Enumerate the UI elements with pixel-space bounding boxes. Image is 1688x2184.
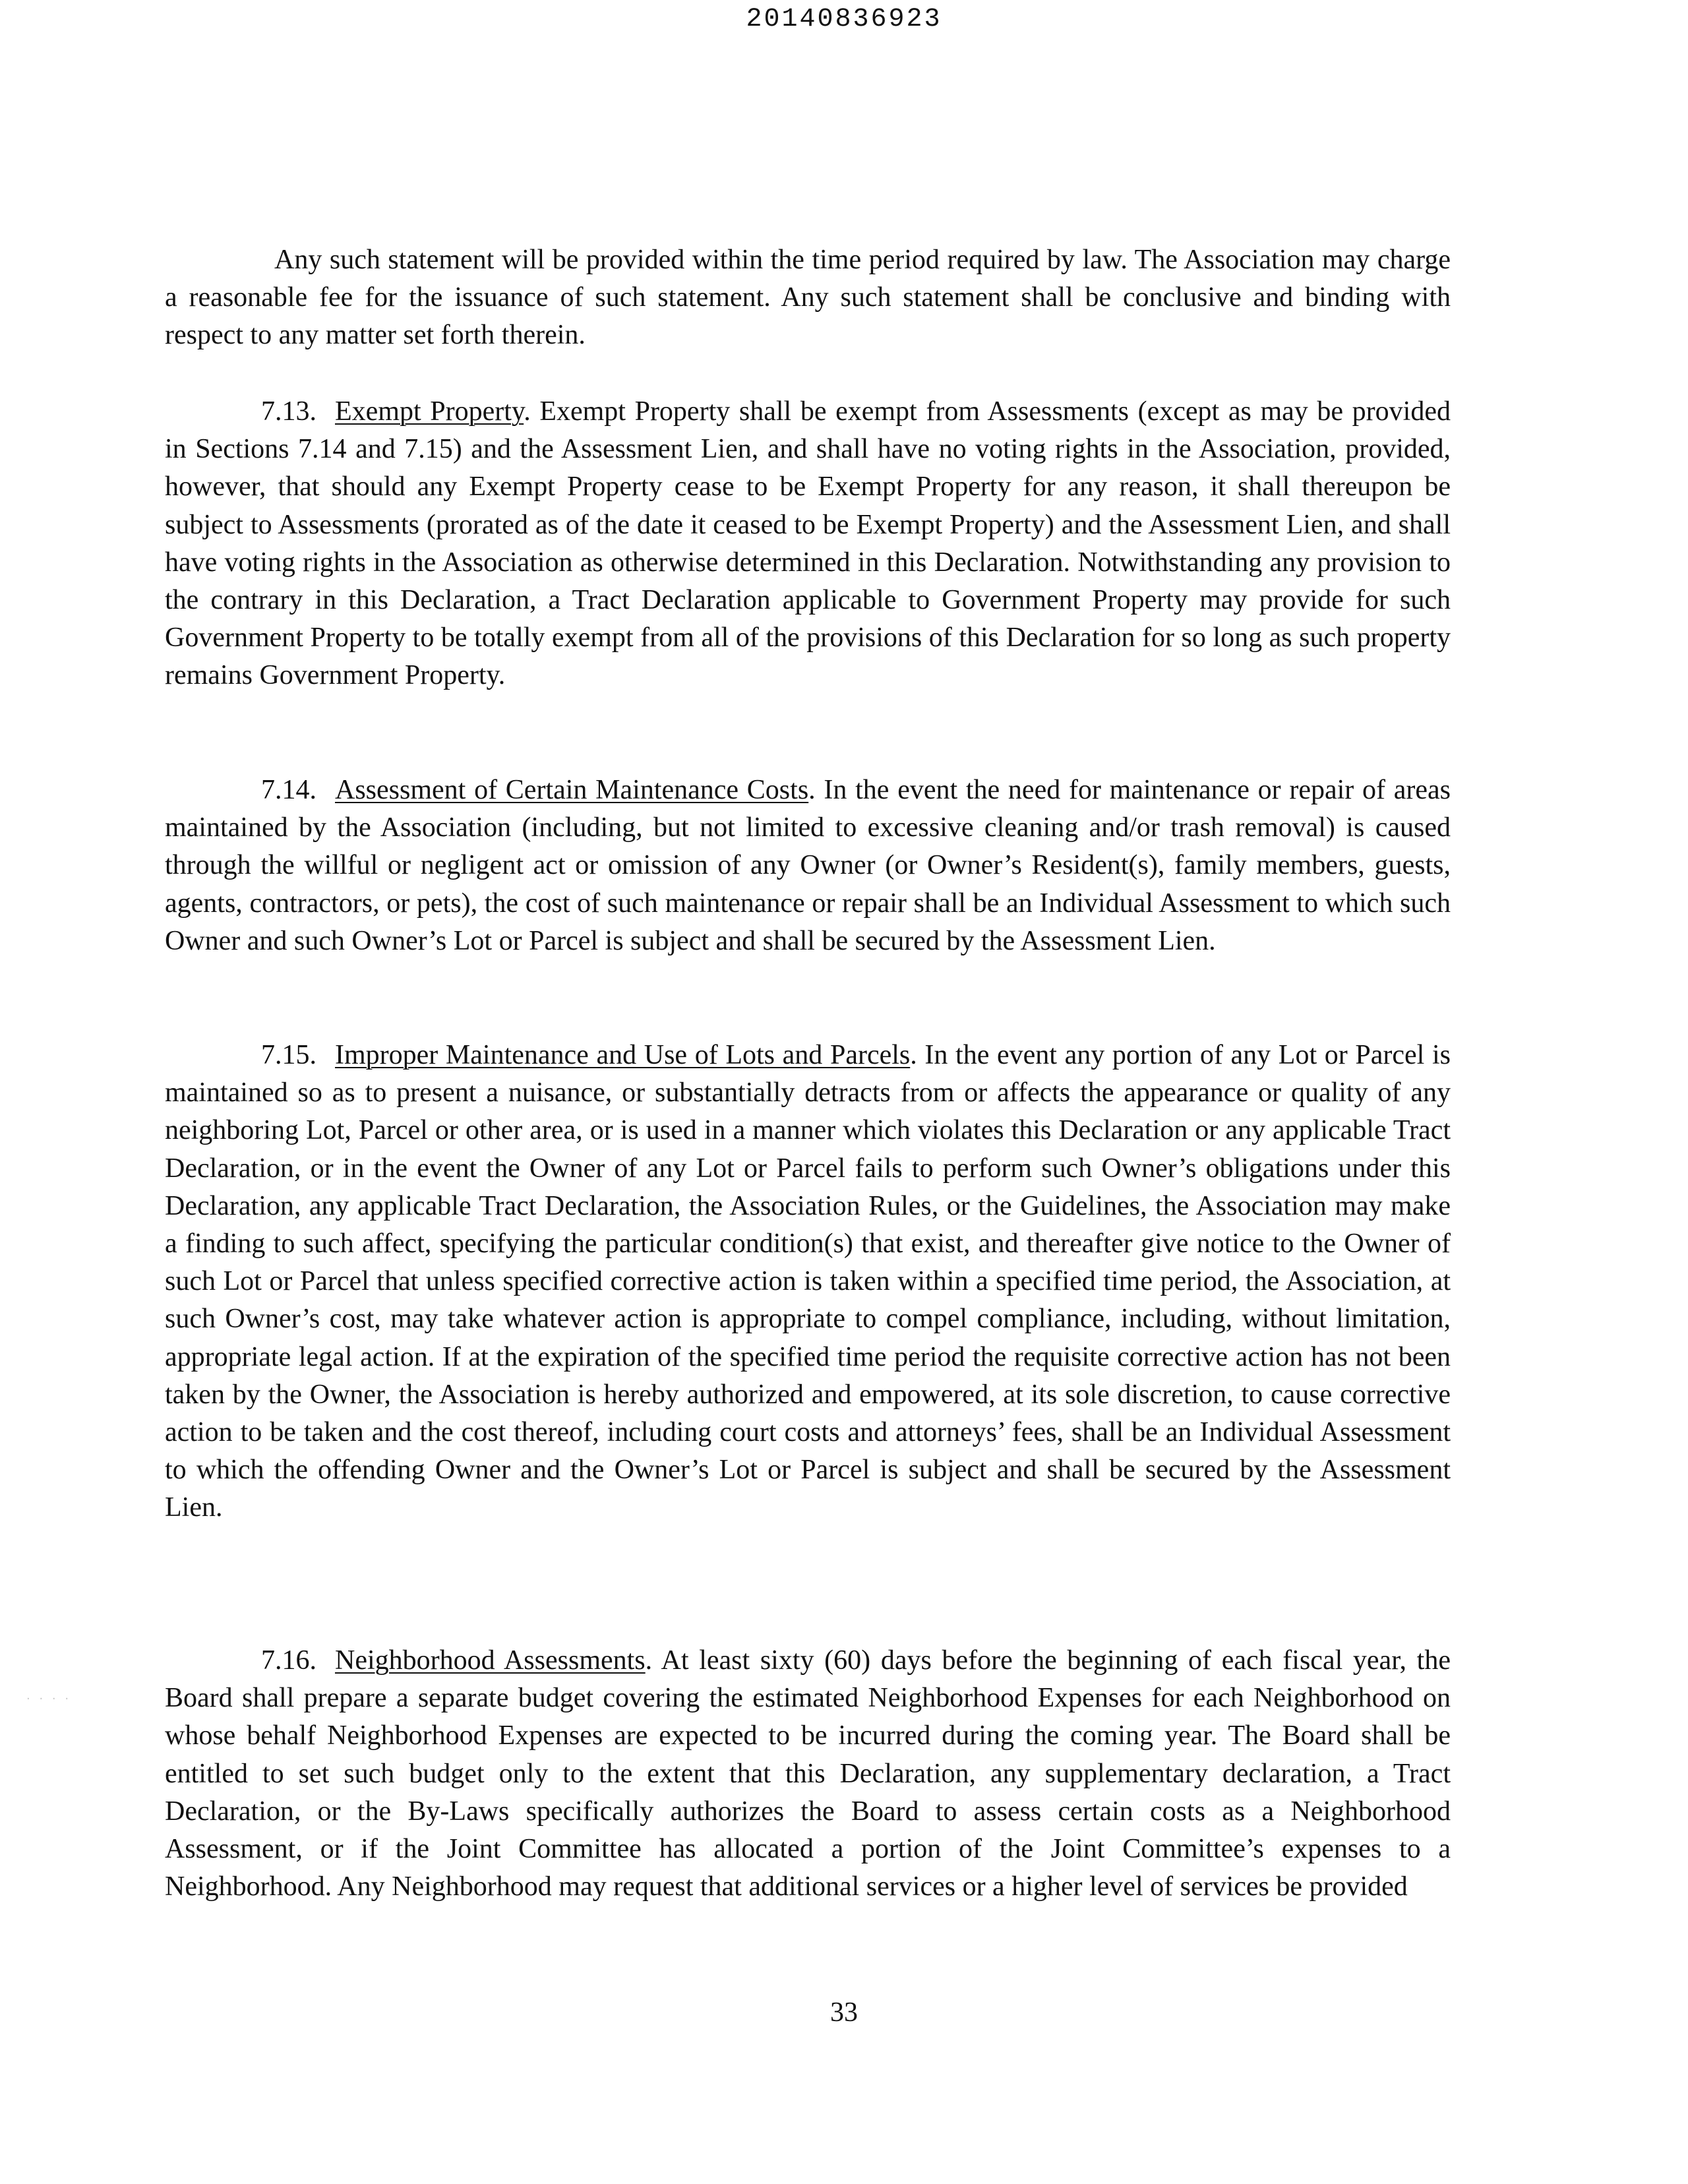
section-7-13 <box>165 393 1451 695</box>
scan-margin-artifact: · · · · <box>26 1692 72 1706</box>
page-number: 33 <box>830 1997 858 2028</box>
section-7-15 <box>165 1037 1451 1527</box>
section-7-16 <box>165 1642 1451 1906</box>
section-text: . In the event the need for maintenance or repair of areas maintained by the Association (including, but not limited to excessive cleaning and/or trash removal) is caused through the willful or negligent act or omission of any Owner (or Owner’s Resident(s), family members, guests, agents, contractors, or pets), the cost of such maintenance or repair shall be an Individual Assessment to which such Owner and such Owner’s Lot or Parcel is subject and shall be secured by the Assessment Lien. <box>165 775 1451 956</box>
section-number: 7.16. <box>261 1645 316 1676</box>
section-heading: Exempt Property <box>335 396 524 427</box>
section-text: . In the event any portion of any Lot or Parcel is maintained so as to present a nuisance, or substantially detracts from or affects the appearance or quality of any neighboring Lot, Parcel or other area, or is used in a manner which violates this Declaration or any applicable Tract Declaration, or in the event the Owner of any Lot or Parcel fails to perform such Owner’s obligations under this Declaration, any applicable Tract Declaration, the Association Rules, or the Guidelines, the Association may make a finding to such affect, specifying the particular condition(s) that exist, and thereafter give notice to the Owner of such Lot or Parcel that unless specified corrective action is taken within a specified time period, the Association, at such Owner’s cost, may take whatever action is appropriate to compel compliance, including, without limitation, appropriate legal action. If at the expiration of the specified time period the requisite corrective action has not been taken by the Owner, the Association is hereby authorized and empowered, at its sole discretion, to cause corrective action to be taken and the cost thereof, including court costs and attorneys’ fees, shall be an Individual Assessment to which the offending Owner and the Owner’s Lot or Parcel is subject and shall be secured by the Assessment Lien. <box>165 1040 1451 1523</box>
section-heading: Assessment of Certain Maintenance Costs <box>335 775 809 805</box>
section-number: 7.14. <box>261 775 316 805</box>
section-text: . At least sixty (60) days before the beginning of each fiscal year, the Board shall prepare a separate budget covering the estimated Neighborhood Expenses for each Neighborhood on whose behalf Neighborhood Expenses are expected to be incurred during the coming year. The Board shall be entitled to set such budget only to the extent that this Declaration, any supplementary declaration, a Tract Declaration, or the By-Laws specifically authorizes the Board to assess certain costs as a Neighborhood Assessment, or if the Joint Committee has allocated a portion of the Joint Committee’s expenses to a Neighborhood. Any Neighborhood may request that additional services or a higher level of services be provided <box>165 1645 1451 1902</box>
section-number: 7.15. <box>261 1040 316 1070</box>
section-text: . Exempt Property shall be exempt from Assessments (except as may be provided in Sections 7.14 and 7.15) and the Assessment Lien, and shall have no voting rights in the Association, provided, however, that should any Exempt Property cease to be Exempt Property for any reason, it shall thereupon be subject to Assessments (prorated as of the date it ceased to be Exempt Property) and the Assessment Lien, and shall have voting rights in the Association as otherwise determined in this Declaration. Notwithstanding any provision to the contrary in this Declaration, a Tract Declaration applicable to Government Property may provide for such Government Property to be totally exempt from all of the provisions of this Declaration for so long as such property remains Government Property. <box>165 396 1451 691</box>
section-heading: Improper Maintenance and Use of Lots and Parcels <box>335 1040 911 1070</box>
paragraph-continuation <box>165 241 1451 355</box>
section-heading: Neighborhood Assessments <box>335 1645 646 1676</box>
section-7-14 <box>165 772 1451 960</box>
section-number: 7.13. <box>261 396 316 427</box>
document-number: 20140836923 <box>746 5 942 34</box>
paragraph-text: Any such statement will be provided within the time period required by law. The Association may charge a reasonable fee for the issuance of such statement. Any such statement shall be conclusive and binding with respect to any matter set forth therein. <box>165 245 1451 351</box>
